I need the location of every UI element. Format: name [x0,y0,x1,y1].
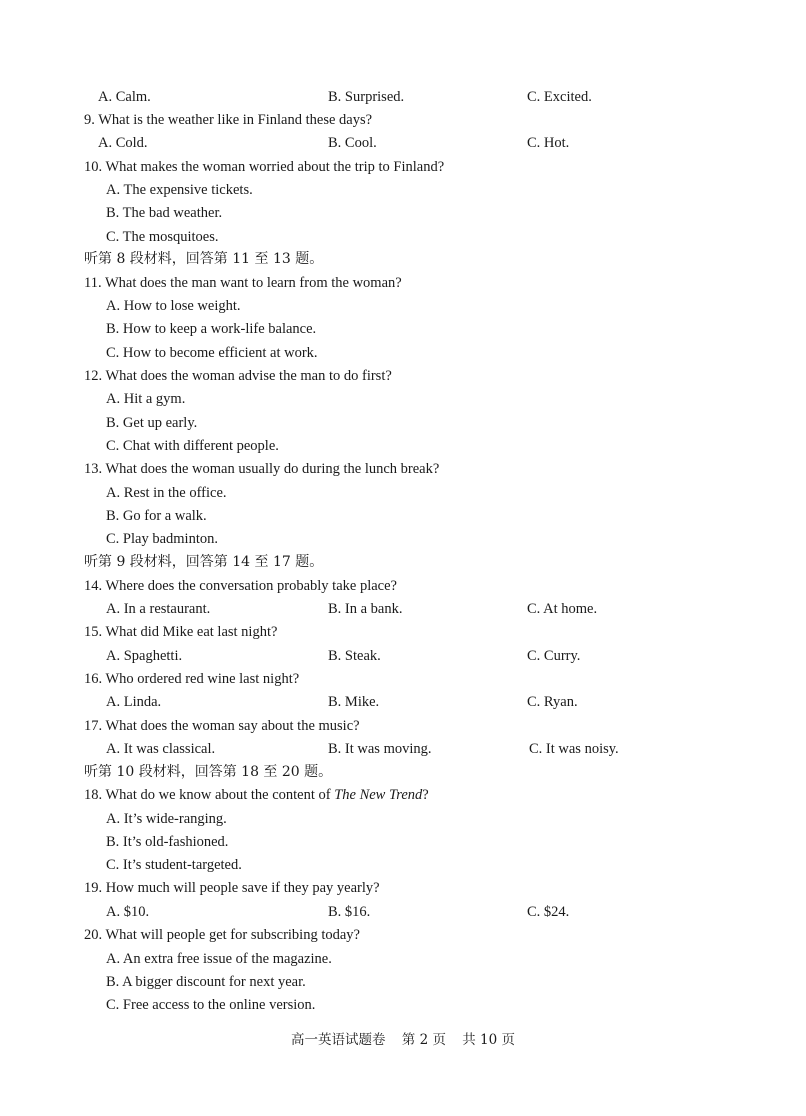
q18-option-b: B. It’s old-fashioned. [106,834,229,850]
q9-option-a: A. Cold. [98,135,148,151]
q19-option-c: C. $24. [527,904,570,920]
q18-option-a: A. It’s wide-ranging. [106,811,227,827]
q19-stem: 19. How much will people save if they pay yearly? [84,880,380,896]
q18-option-c: C. It’s student-targeted. [106,857,242,873]
q10-stem: 10. What makes the woman worried about the trip to Finland? [84,159,445,175]
section-9-heading: 听第 9 段材料，回答第 14 至 17 题。 [84,554,324,570]
q8-option-b: B. Surprised. [328,89,405,105]
q13-option-c: C. Play badminton. [106,531,218,547]
q11-option-c: C. How to become efficient at work. [106,345,318,361]
footer-title: 高一英语试题卷 [290,1032,386,1048]
q16-option-a: A. Linda. [106,694,162,710]
section-8-heading: 听第 8 段材料，回答第 11 至 13 题。 [84,251,324,267]
q10-option-c: C. The mosquitoes. [106,229,219,245]
footer-total-pages: 共 10 页 [462,1032,516,1048]
section-10-heading: 听第 10 段材料，回答第 18 至 20 题。 [84,764,333,780]
q12-option-b: B. Get up early. [106,415,198,431]
q15-option-a: A. Spaghetti. [106,648,183,664]
q17-option-c: C. It was noisy. [529,741,619,757]
q12-stem: 12. What does the woman advise the man to do first? [84,368,392,384]
q15-option-c: C. Curry. [527,648,581,664]
q11-option-a: A. How to lose weight. [106,298,241,314]
q13-option-a: A. Rest in the office. [106,485,227,501]
q11-option-b: B. How to keep a work-life balance. [106,321,317,337]
q13-option-b: B. Go for a walk. [106,508,207,524]
q20-option-a: A. An extra free issue of the magazine. [106,951,332,967]
q12-option-a: A. Hit a gym. [106,391,186,407]
q15-option-b: B. Steak. [328,648,381,664]
q17-option-b: B. It was moving. [328,741,432,757]
q18-stem [84,786,429,804]
q9-option-b: B. Cool. [328,135,377,151]
q8-option-a: A. Calm. [98,89,151,105]
q19-option-a: A. $10. [106,904,150,920]
q16-stem: 16. Who ordered red wine last night? [84,671,300,687]
q18-stem-end: ? [422,787,429,803]
q15-stem: 15. What did Mike eat last night? [84,624,278,640]
q20-stem: 20. What will people get for subscribing today? [84,927,360,943]
q10-option-b: B. The bad weather. [106,205,223,221]
q16-option-c: C. Ryan. [527,694,578,710]
q12-option-c: C. Chat with different people. [106,438,279,454]
page-footer [0,1028,806,1048]
q14-stem: 14. Where does the conversation probably take place? [84,578,397,594]
q14-option-c: C. At home. [527,601,598,617]
q14-option-a: A. In a restaurant. [106,601,211,617]
q9-option-c: C. Hot. [527,135,570,151]
q13-stem: 13. What does the woman usually do during the lunch break? [84,461,440,477]
footer-page-number: 第 2 页 [401,1032,446,1048]
q16-option-b: B. Mike. [328,694,380,710]
q14-option-b: B. In a bank. [328,601,403,617]
q17-stem: 17. What does the woman say about the music? [84,718,360,734]
q8-option-c: C. Excited. [527,89,592,105]
q20-option-b: B. A bigger discount for next year. [106,974,306,990]
q18-magazine-title: The New Trend [334,787,423,803]
q18-stem-text: 18. What do we know about the content of [84,787,335,803]
q11-stem: 11. What does the man want to learn from the woman? [84,275,402,291]
q10-option-a: A. The expensive tickets. [106,182,253,198]
q9-stem: 9. What is the weather like in Finland these days? [84,112,373,128]
q20-option-c: C. Free access to the online version. [106,997,316,1013]
q19-option-b: B. $16. [328,904,371,920]
q17-option-a: A. It was classical. [106,741,216,757]
